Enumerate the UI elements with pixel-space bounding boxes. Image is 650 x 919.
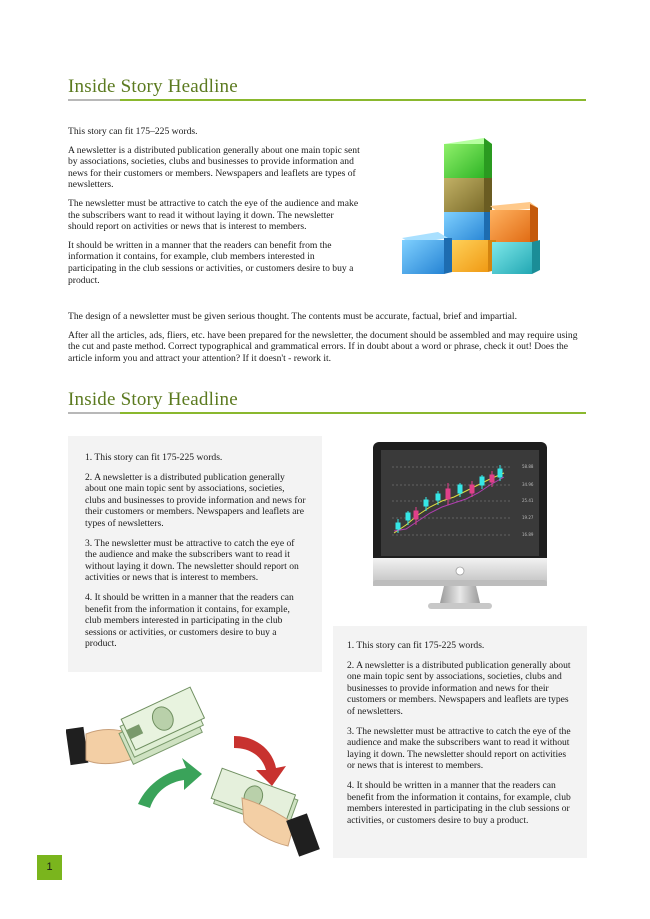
section1-fullwidth (68, 311, 578, 371)
right-text-box (333, 626, 587, 858)
list-item: 4. It should be written in a manner that the readers can benefit from the information it contains, for example, club members interested in participating in the club sessions or activities, or customers desire to buy a product. (347, 779, 571, 826)
section1-paragraph: The design of a newsletter must be given serious thought. The contents must be accurate, factual, brief and impartial. (68, 311, 517, 322)
money-exchange-image (66, 686, 324, 860)
section1-column (68, 126, 360, 293)
left-text-box (68, 436, 322, 672)
section1-paragraph: The newsletter must be attractive to catch the eye of the audience and make the subscribers want to read it without laying it down. The newsletter should report on activities or news that is interest to members. (68, 197, 359, 233)
svg-text:16.89: 16.89 (522, 532, 534, 537)
section2-headline: Inside Story Headline (68, 389, 238, 410)
svg-text:19.27: 19.27 (522, 515, 534, 520)
list-item: 1. This story can fit 175-225 words. (85, 452, 223, 463)
section1-paragraph: A newsletter is a distributed publication generally about one main topic sent by associations, societies, clubs and businesses to provide information and news for their customers or members. Newspapers and leaflets are types of newsletters. (68, 144, 360, 191)
section1-paragraph: After all the articles, ads, fliers, etc. have been prepared for the newsletter, the document should be assembled and may require using the cut and paste method. Correct typographical and grammatical errors. If in doubt about a word or phrase, check it out! Does the article inform you and attract your attention? If it doesn't - rework it. (68, 329, 578, 364)
section1-paragraph: It should be written in a manner that the readers can benefit from the information it contains, for example, club members interested in participating in the club sessions or activities, or customers desire to buy a product. (68, 239, 354, 286)
svg-text:25.41: 25.41 (522, 498, 534, 503)
section1-headline: Inside Story Headline (68, 76, 238, 97)
list-item: 2. A newsletter is a distributed publication generally about one main topic sent by associations, societies, clubs and businesses to provide information and news for their customers or members. Newspapers and leaflets are types of newsletters. (85, 471, 306, 529)
building-blocks-image (398, 134, 546, 280)
section2-rule (68, 412, 586, 414)
section1-rule (68, 99, 586, 101)
monitor-stock-chart-image (372, 441, 548, 613)
list-item: 4. It should be written in a manner that the readers can benefit from the information it contains, for example, club members interested in participating in the club sessions or activities, or customers desire to buy a product. (85, 591, 294, 650)
page-number: 1 (37, 855, 62, 880)
section1-paragraph: This story can fit 175–225 words. (68, 126, 198, 137)
svg-text:58.88: 58.88 (522, 464, 534, 469)
list-item: 2. A newsletter is a distributed publication generally about one main topic sent by associations, societies, clubs and businesses to provide information and news for their customers or members. Newspapers and leaflets are types of newsletters. (347, 659, 571, 717)
list-item: 3. The newsletter must be attractive to catch the eye of the audience and make the subscribers want to read it without laying it down. The newsletter should report on activities or news that is interest to members. (85, 537, 299, 584)
list-item: 1. This story can fit 175-225 words. (347, 640, 485, 651)
list-item: 3. The newsletter must be attractive to catch the eye of the audience and make the subscribers want to read it without laying it down. The newsletter should report on activities or news that is interest to members. (347, 725, 571, 772)
svg-text:34.96: 34.96 (522, 482, 534, 487)
